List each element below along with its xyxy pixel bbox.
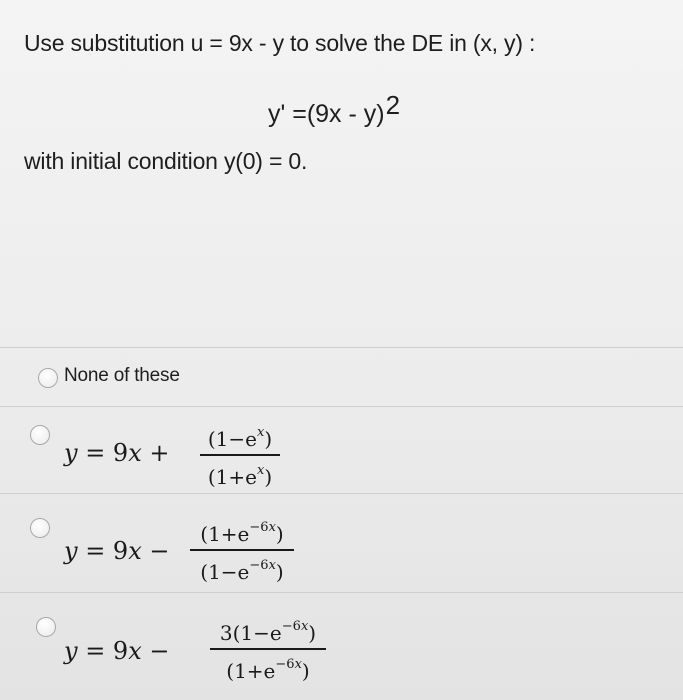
radio-button[interactable] (30, 425, 50, 445)
differential-equation (268, 90, 400, 129)
fraction-numerator: $(1-e^x)$ (207, 425, 273, 451)
formula-lhs: y = 9x − (64, 537, 170, 565)
fraction-bar (200, 454, 280, 456)
fraction-denominator: $(1-e^{-6x})$ (200, 557, 284, 584)
formula-lhs: y = 9x + (64, 439, 170, 467)
answer-option-none[interactable] (0, 348, 683, 406)
option-label: None of these (64, 365, 180, 386)
answer-option-3[interactable] (0, 494, 683, 592)
initial-condition: with initial condition y(0) = 0. (24, 148, 308, 174)
equation-text: y' =(9x - y) (268, 100, 385, 128)
fraction-bar (190, 549, 294, 551)
question-prompt (0, 0, 683, 345)
formula-lhs: y = 9x − (64, 637, 170, 665)
fraction-numerator: $(1+e^{-6x})$ (200, 520, 284, 546)
radio-button[interactable] (30, 518, 50, 538)
radio-button[interactable] (38, 368, 58, 388)
formula-fraction (210, 615, 326, 683)
question-text: Use substitution u = 9x - y to solve the DE in (x, y) : (24, 30, 536, 56)
fraction-numerator: $3(1-e^{-6x})$ (219, 619, 317, 645)
fraction-denominator: $(1+e^x)$ (207, 462, 273, 489)
equation-exponent: 2 (385, 90, 401, 120)
answer-option-4[interactable] (0, 593, 683, 700)
fraction-denominator: $(1+e^{-6x})$ (226, 656, 310, 683)
formula-fraction (200, 421, 280, 489)
answer-option-2[interactable] (0, 407, 683, 493)
formula-fraction (190, 516, 294, 584)
radio-button[interactable] (36, 617, 56, 637)
fraction-bar (210, 648, 326, 650)
